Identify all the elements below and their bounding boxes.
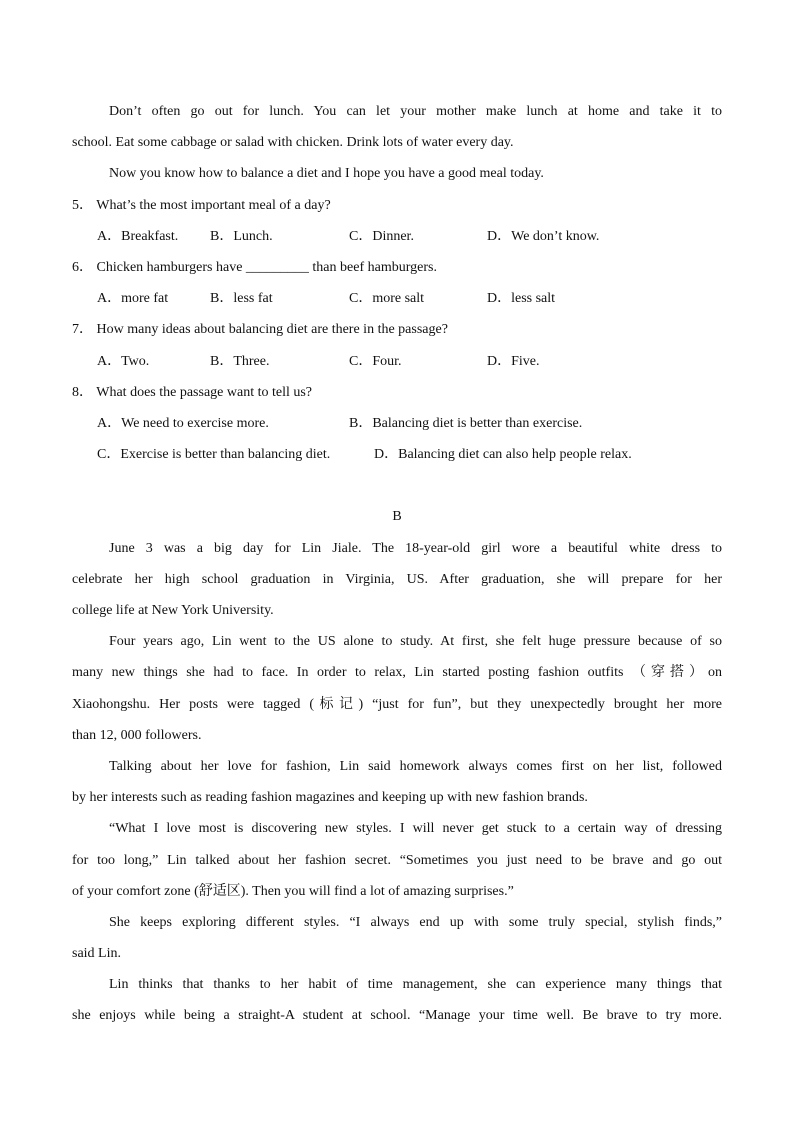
passage-b-line: of your comfort zone (舒适区). Then you will find a lot of amazing surprises.” — [72, 883, 514, 899]
question-7-stem: 7． How many ideas about balancing diet are there in the passage? — [72, 322, 448, 338]
passage-a-closing-paragraph: Now you know how to balance a diet and I hope you have a good meal today. — [109, 166, 544, 182]
section-spacer — [72, 470, 722, 501]
passage-b-line: celebrate her high school graduation in Virginia, US. After graduation, she will prepare for her — [72, 571, 722, 587]
passage-b-line: said Lin. — [72, 946, 121, 962]
passage-b-line: many new things she had to face. In order to relax, Lin started posting fashion outfits （穿搭）on — [72, 665, 722, 681]
option-b: B．Three. — [210, 353, 270, 369]
passage-b-line: than 12, 000 followers. — [72, 727, 202, 743]
question-6-stem: 6． Chicken hamburgers have _________ than beef hamburgers. — [72, 259, 437, 275]
option-d: D．less salt — [487, 291, 556, 307]
passage-b-heading: B — [392, 509, 402, 525]
passage-b-line: for too long,” Lin talked about her fashion secret. “Sometimes you just need to be brave and go out — [72, 852, 722, 868]
question-7-options — [72, 346, 722, 377]
option-a: A．Two. — [97, 353, 150, 369]
document-page — [72, 96, 722, 1032]
option-c: C．more salt — [349, 291, 425, 307]
option-b: B．Lunch. — [210, 228, 273, 244]
option-a: A．more fat — [97, 291, 169, 307]
option-c: C．Dinner. — [349, 228, 414, 244]
passage-b-line: She keeps exploring different styles. “I always end up with some truly special, stylish finds,” — [109, 914, 722, 930]
passage-b-line: June 3 was a big day for Lin Jiale. The 18-year-old girl wore a beautiful white dress to — [109, 540, 722, 556]
question-8-options-row1 — [72, 408, 722, 439]
passage-b-line: “What I love most is discovering new styles. I will never get stuck to a certain way of dressing — [109, 821, 722, 837]
passage-b-line: by her interests such as reading fashion magazines and keeping up with new fashion brands. — [72, 790, 588, 806]
option-d: D．Five. — [487, 353, 540, 369]
passage-a-paragraph-line: Don’t often go out for lunch. You can let your mother make lunch at home and take it to — [109, 104, 722, 119]
option-a: A．Breakfast. — [97, 228, 179, 244]
passage-b-line: Xiaohongshu. Her posts were tagged (标记) “just for fun”, but they unexpectedly brought her more — [72, 696, 722, 712]
passage-b-line: Lin thinks that thanks to her habit of time management, she can experience many things that — [109, 977, 722, 993]
passage-b-line: she enjoys while being a straight-A student at school. “Manage your time well. Be brave to try more. — [72, 1008, 722, 1024]
passage-b-line: Talking about her love for fashion, Lin said homework always comes first on her list, followed — [109, 758, 722, 774]
passage-a-paragraph-line: school. Eat some cabbage or salad with chicken. Drink lots of water every day. — [72, 135, 514, 151]
option-a: A．We need to exercise more. — [97, 415, 269, 431]
question-6-options — [72, 283, 722, 314]
option-d: D．Balancing diet can also help people relax. — [374, 447, 632, 463]
option-c: C．Four. — [349, 353, 402, 369]
question-8-options-row2 — [72, 439, 722, 470]
passage-b-line: college life at New York University. — [72, 603, 274, 618]
option-d: D．We don’t know. — [487, 228, 600, 244]
passage-b-line: Four years ago, Lin went to the US alone to study. At first, she felt huge pressure because of so — [109, 634, 722, 650]
option-b: B．Balancing diet is better than exercise. — [349, 415, 583, 431]
question-5-options — [72, 221, 722, 252]
question-8-stem: 8． What does the passage want to tell us? — [72, 384, 313, 400]
option-b: B．less fat — [210, 291, 273, 307]
question-5-stem: 5． What’s the most important meal of a day? — [72, 197, 331, 213]
option-c: C．Exercise is better than balancing diet. — [97, 447, 331, 463]
